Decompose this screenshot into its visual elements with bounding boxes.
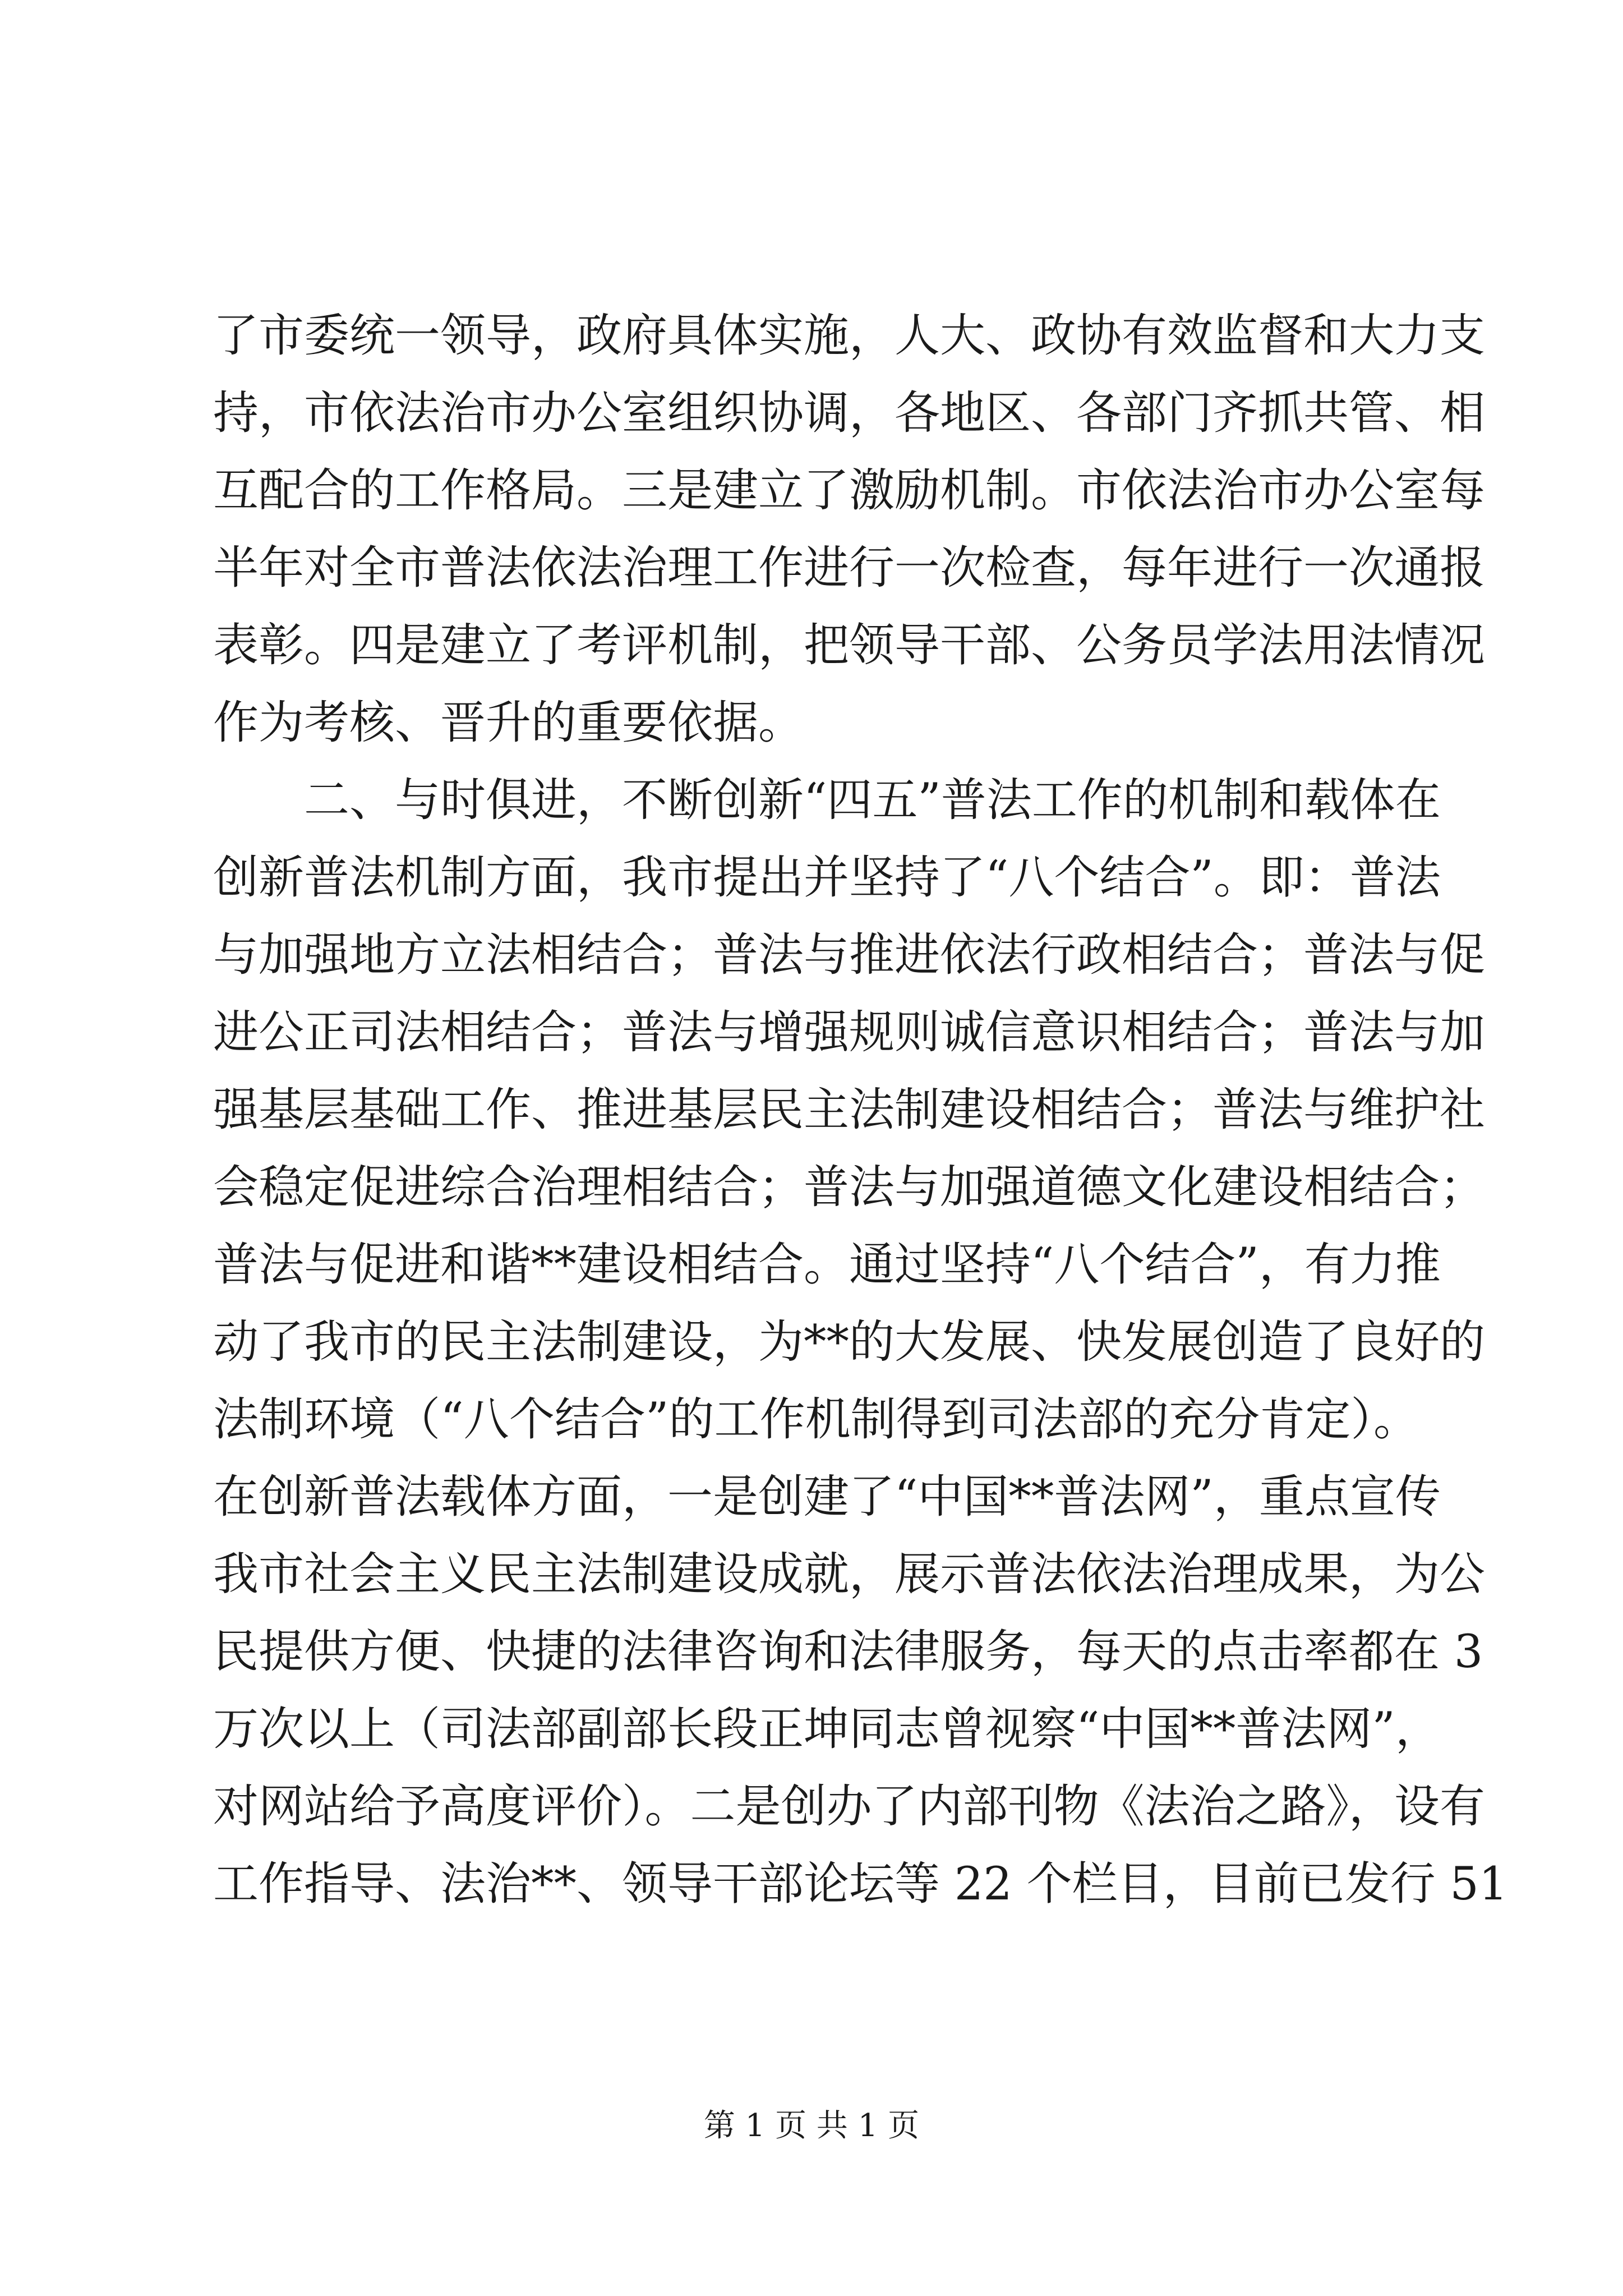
text-line: 动了我市的民主法制建设，为**的大发展、快发展创造了良好的 bbox=[213, 1316, 1486, 1369]
text-line: 强基层基础工作、推进基层民主法制建设相结合；普法与维护社 bbox=[213, 1084, 1486, 1137]
text-line: 会稳定促进综合治理相结合；普法与加强道德文化建设相结合； bbox=[213, 1161, 1486, 1214]
text-line: 创新普法机制方面，我市提出并坚持了“八个结合”。即：普法 bbox=[213, 852, 1441, 904]
text-line: 普法与促进和谐**建设相结合。通过坚持“八个结合”，有力推 bbox=[213, 1239, 1441, 1291]
text-line: 了市委统一领导，政府具体实施，人大、政协有效监督和大力支 bbox=[213, 310, 1486, 362]
text-line: 我市社会主义民主法制建设成就，展示普法依法治理成果，为公 bbox=[213, 1548, 1486, 1601]
text-line: 民提供方便、快捷的法律咨询和法律服务，每天的点击率都在 3 bbox=[213, 1626, 1483, 1678]
text-line: 半年对全市普法依法治理工作进行一次检查，每年进行一次通报 bbox=[213, 542, 1486, 595]
document-body bbox=[213, 297, 1508, 1923]
text-line: 进公正司法相结合；普法与增强规则诚信意识相结合；普法与加 bbox=[213, 1006, 1486, 1059]
page-number-footer: 第 1 页 共 1 页 bbox=[703, 2108, 920, 2144]
text-line: 在创新普法载体方面，一是创建了“中国**普法网”，重点宣传 bbox=[213, 1471, 1441, 1524]
text-line: 与加强地方立法相结合；普法与推进依法行政相结合；普法与促 bbox=[213, 929, 1486, 982]
text-line: 作为考核、晋升的重要依据。 bbox=[213, 697, 804, 749]
text-line: 表彰。四是建立了考评机制，把领导干部、公务员学法用法情况 bbox=[213, 619, 1486, 672]
text-line: 工作指导、法治**、领导干部论坛等 22 个栏目，目前已发行 51 bbox=[213, 1858, 1508, 1911]
text-line: 对网站给予高度评价）。二是创办了内部刊物《法治之路》，设有 bbox=[213, 1780, 1486, 1833]
paragraph-start-line: 二、与时俱进，不断创新“四五”普法工作的机制和载体在 bbox=[304, 774, 1441, 827]
text-line: 法制环境（“八个结合”的工作机制得到司法部的充分肯定）。 bbox=[213, 1393, 1419, 1446]
text-line: 万次以上（司法部副部长段正坤同志曾视察“中国**普法网”， bbox=[213, 1703, 1441, 1756]
text-line: 互配合的工作格局。三是建立了激励机制。市依法治市办公室每 bbox=[213, 464, 1486, 517]
text-line: 持，市依法治市办公室组织协调，各地区、各部门齐抓共管、相 bbox=[213, 387, 1486, 440]
